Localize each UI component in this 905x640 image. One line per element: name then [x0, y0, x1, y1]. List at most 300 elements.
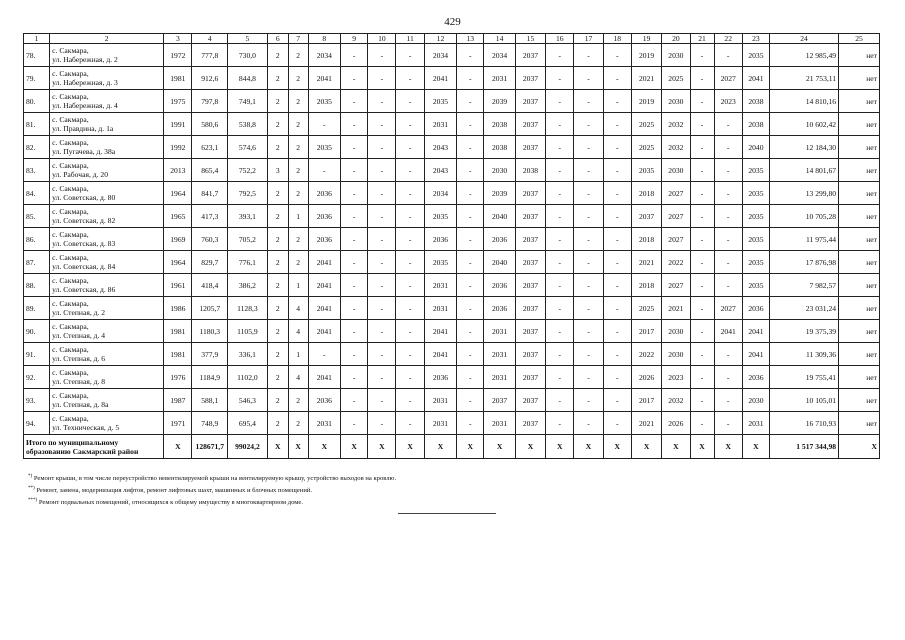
table-cell: 2: [288, 228, 308, 251]
table-cell: -: [368, 44, 396, 67]
table-cell: -: [396, 274, 424, 297]
address-street: ул. Степная, д. 2: [52, 308, 106, 317]
table-cell: 2023: [714, 90, 742, 113]
column-header: 14: [484, 34, 515, 44]
table-cell: 2037: [515, 136, 545, 159]
table-cell: -: [690, 136, 714, 159]
table-cell: -: [368, 297, 396, 320]
table-cell: -: [714, 366, 742, 389]
table-cell: -: [546, 205, 574, 228]
total-label-line: образованию Сакмарский район: [26, 446, 139, 456]
table-cell: 2021: [631, 412, 661, 435]
table-row: [24, 274, 880, 297]
table-cell: нет: [839, 343, 880, 366]
table-cell: -: [396, 343, 424, 366]
table-cell: 1986: [164, 297, 192, 320]
address-street: ул. Набережная, д. 4: [52, 101, 118, 110]
table-cell: -: [603, 297, 631, 320]
table-cell: -: [396, 205, 424, 228]
table-cell: -: [546, 251, 574, 274]
table-cell: X: [164, 435, 192, 459]
table-cell: X: [368, 435, 396, 459]
address-cell: [50, 389, 164, 412]
column-header: 11: [396, 34, 424, 44]
table-row: [24, 182, 880, 205]
table-cell: -: [714, 412, 742, 435]
address-locality: с. Сакмара,: [52, 253, 89, 262]
column-header: 5: [228, 34, 268, 44]
table-row: [24, 67, 880, 90]
table-cell: нет: [839, 205, 880, 228]
table-cell: -: [546, 90, 574, 113]
table-cell: 2035: [742, 274, 769, 297]
table-cell: 2040: [484, 205, 515, 228]
table-cell: 2026: [662, 412, 690, 435]
table-cell: 2041: [714, 320, 742, 343]
table-cell: нет: [839, 182, 880, 205]
table-cell: -: [341, 274, 368, 297]
table-cell: 2: [288, 159, 308, 182]
table-cell: 2035: [742, 251, 769, 274]
address-locality: с. Сакмара,: [52, 92, 89, 101]
table-cell: -: [690, 297, 714, 320]
table-cell: -: [457, 412, 484, 435]
table-cell: 2039: [484, 182, 515, 205]
table-cell: -: [714, 343, 742, 366]
table-cell: -: [457, 182, 484, 205]
table-cell: 2031: [742, 412, 769, 435]
table-cell: 2030: [662, 44, 690, 67]
table-cell: -: [341, 67, 368, 90]
table-cell: 2034: [424, 44, 456, 67]
table-cell: -: [603, 67, 631, 90]
column-header: 3: [164, 34, 192, 44]
column-number-header: [24, 34, 880, 44]
table-cell: -: [341, 412, 368, 435]
address-cell: [50, 412, 164, 435]
table-cell: 2040: [742, 136, 769, 159]
table-cell: 2031: [308, 412, 340, 435]
table-cell: -: [341, 228, 368, 251]
table-cell: 2035: [742, 205, 769, 228]
table-row: [24, 44, 880, 67]
address-cell: [50, 297, 164, 320]
table-cell: 2013: [164, 159, 192, 182]
table-cell: 2035: [742, 182, 769, 205]
column-header: 9: [341, 34, 368, 44]
row-number: 81.: [24, 113, 50, 136]
table-cell: 2038: [742, 113, 769, 136]
address-cell: [50, 44, 164, 67]
table-cell: -: [368, 136, 396, 159]
table-cell: 2027: [662, 205, 690, 228]
table-cell: 2037: [515, 67, 545, 90]
table-cell: -: [574, 159, 603, 182]
repair-schedule-table: [23, 33, 880, 459]
table-cell: -: [690, 90, 714, 113]
table-cell: -: [574, 67, 603, 90]
table-cell: 2036: [484, 274, 515, 297]
table-cell: 2: [267, 182, 288, 205]
address-locality: с. Сакмара,: [52, 115, 89, 124]
address-cell: [50, 113, 164, 136]
table-cell: 2034: [424, 182, 456, 205]
table-cell: -: [714, 228, 742, 251]
table-cell: 2018: [631, 182, 661, 205]
address-cell: [50, 366, 164, 389]
table-row: [24, 412, 880, 435]
table-cell: 4: [288, 297, 308, 320]
address-locality: с. Сакмара,: [52, 322, 89, 331]
table-row: [24, 159, 880, 182]
table-cell: 2: [267, 297, 288, 320]
table-cell: 1105,9: [228, 320, 268, 343]
address-cell: [50, 274, 164, 297]
table-cell: -: [690, 113, 714, 136]
table-cell: -: [341, 251, 368, 274]
table-cell: X: [839, 435, 880, 459]
table-row: [24, 136, 880, 159]
table-cell: 2031: [484, 366, 515, 389]
table-cell: -: [714, 389, 742, 412]
table-row: [24, 90, 880, 113]
column-header: 23: [742, 34, 769, 44]
table-cell: 2025: [662, 67, 690, 90]
table-cell: 546,3: [228, 389, 268, 412]
table-cell: -: [690, 320, 714, 343]
table-cell: 2: [267, 320, 288, 343]
table-cell: 2037: [515, 44, 545, 67]
address-street: ул. Набережная, д. 2: [52, 55, 118, 64]
table-cell: 2032: [662, 136, 690, 159]
table-cell: 128671,7: [192, 435, 228, 459]
table-cell: 2037: [484, 389, 515, 412]
column-header: 17: [574, 34, 603, 44]
table-cell: 2031: [484, 320, 515, 343]
table-cell: -: [714, 274, 742, 297]
table-cell: 4: [288, 320, 308, 343]
table-cell: 2027: [662, 182, 690, 205]
table-cell: 2030: [662, 90, 690, 113]
table-cell: 4: [288, 366, 308, 389]
table-cell: 1981: [164, 67, 192, 90]
footnote: [28, 484, 396, 496]
table-cell: -: [457, 320, 484, 343]
table-cell: -: [308, 113, 340, 136]
table-cell: 2: [267, 136, 288, 159]
table-cell: 2036: [308, 389, 340, 412]
table-row: [24, 251, 880, 274]
table-cell: 2036: [308, 205, 340, 228]
table-cell: -: [574, 366, 603, 389]
table-cell: 2041: [308, 320, 340, 343]
table-cell: 2035: [424, 251, 456, 274]
table-cell: 777,8: [192, 44, 228, 67]
address-locality: с. Сакмара,: [52, 391, 89, 400]
table-cell: 1975: [164, 90, 192, 113]
table-cell: 2022: [662, 251, 690, 274]
table-cell: 623,1: [192, 136, 228, 159]
table-cell: -: [574, 182, 603, 205]
table-cell: 829,7: [192, 251, 228, 274]
address-cell: [50, 228, 164, 251]
table-cell: нет: [839, 90, 880, 113]
table-cell: X: [308, 435, 340, 459]
table-cell: 2038: [484, 113, 515, 136]
table-cell: нет: [839, 366, 880, 389]
table-cell: 10 602,42: [770, 113, 839, 136]
address-locality: с. Сакмара,: [52, 207, 89, 216]
table-cell: 2: [267, 274, 288, 297]
table-cell: 2: [267, 343, 288, 366]
table-cell: 2: [288, 44, 308, 67]
table-cell: -: [341, 205, 368, 228]
table-cell: -: [690, 343, 714, 366]
table-cell: 2030: [484, 159, 515, 182]
table-cell: -: [546, 44, 574, 67]
table-cell: 2022: [631, 343, 661, 366]
table-cell: 2018: [631, 228, 661, 251]
table-cell: -: [546, 274, 574, 297]
table-cell: 2: [288, 251, 308, 274]
table-cell: -: [603, 274, 631, 297]
table-cell: 16 710,93: [770, 412, 839, 435]
table-row: [24, 320, 880, 343]
table-cell: -: [603, 251, 631, 274]
table-cell: 1972: [164, 44, 192, 67]
table-cell: -: [603, 389, 631, 412]
table-cell: 2035: [424, 205, 456, 228]
table-cell: X: [515, 435, 545, 459]
table-cell: X: [457, 435, 484, 459]
table-cell: 1: [288, 205, 308, 228]
column-header: 7: [288, 34, 308, 44]
table-cell: нет: [839, 44, 880, 67]
table-cell: 1961: [164, 274, 192, 297]
table-cell: 2021: [631, 251, 661, 274]
table-cell: 2035: [308, 90, 340, 113]
table-cell: -: [690, 366, 714, 389]
table-cell: X: [714, 435, 742, 459]
table-cell: 730,0: [228, 44, 268, 67]
table-cell: 17 876,98: [770, 251, 839, 274]
table-cell: 2: [267, 228, 288, 251]
address-street: ул. Советская, д. 82: [52, 216, 116, 225]
table-cell: 912,6: [192, 67, 228, 90]
footnote-mark: *): [28, 474, 33, 479]
table-cell: нет: [839, 67, 880, 90]
table-row: [24, 228, 880, 251]
table-cell: X: [396, 435, 424, 459]
table-cell: -: [574, 297, 603, 320]
table-cell: нет: [839, 274, 880, 297]
table-cell: 393,1: [228, 205, 268, 228]
table-cell: 2037: [515, 205, 545, 228]
table-cell: 377,9: [192, 343, 228, 366]
table-cell: -: [574, 389, 603, 412]
table-cell: -: [574, 251, 603, 274]
row-number: 79.: [24, 67, 50, 90]
address-locality: с. Сакмара,: [52, 230, 89, 239]
table-cell: -: [368, 90, 396, 113]
address-street: ул. Степная, д. 8: [52, 377, 106, 386]
table-cell: нет: [839, 320, 880, 343]
table-cell: 2031: [424, 113, 456, 136]
table-cell: 844,8: [228, 67, 268, 90]
table-cell: -: [368, 343, 396, 366]
table-cell: -: [603, 90, 631, 113]
address-street: ул. Советская, д. 83: [52, 239, 116, 248]
table-cell: 705,2: [228, 228, 268, 251]
table-cell: -: [396, 320, 424, 343]
table-cell: -: [546, 320, 574, 343]
table-cell: -: [396, 136, 424, 159]
footnote: [28, 496, 396, 508]
table-cell: 2043: [424, 136, 456, 159]
table-cell: X: [742, 435, 769, 459]
row-number: 82.: [24, 136, 50, 159]
table-cell: 10 105,01: [770, 389, 839, 412]
table-cell: 2035: [424, 90, 456, 113]
row-number: 89.: [24, 297, 50, 320]
table-cell: -: [690, 228, 714, 251]
column-header: 22: [714, 34, 742, 44]
column-header: 20: [662, 34, 690, 44]
table-cell: 14 801,67: [770, 159, 839, 182]
table-cell: 1964: [164, 182, 192, 205]
table-cell: -: [603, 113, 631, 136]
table-cell: -: [690, 251, 714, 274]
table-cell: -: [457, 113, 484, 136]
table-cell: -: [368, 205, 396, 228]
column-header: 2: [50, 34, 164, 44]
table-cell: 2: [267, 205, 288, 228]
table-cell: 2041: [308, 251, 340, 274]
row-number: 84.: [24, 182, 50, 205]
table-cell: -: [574, 44, 603, 67]
address-street: ул. Степная, д. 6: [52, 354, 106, 363]
table-cell: -: [574, 205, 603, 228]
table-cell: 580,6: [192, 113, 228, 136]
table-cell: 1205,7: [192, 297, 228, 320]
table-cell: 2037: [515, 251, 545, 274]
table-cell: -: [368, 182, 396, 205]
table-cell: 1976: [164, 366, 192, 389]
table-cell: -: [714, 113, 742, 136]
table-cell: -: [341, 136, 368, 159]
table-cell: 2037: [631, 205, 661, 228]
table-cell: X: [662, 435, 690, 459]
table-cell: 776,1: [228, 251, 268, 274]
column-header: 25: [839, 34, 880, 44]
table-cell: 2038: [515, 159, 545, 182]
table-cell: 2: [288, 389, 308, 412]
column-header: 24: [770, 34, 839, 44]
table-cell: 1102,0: [228, 366, 268, 389]
table-cell: -: [368, 320, 396, 343]
table-cell: 3: [267, 159, 288, 182]
table-cell: -: [690, 274, 714, 297]
table-cell: 2037: [515, 90, 545, 113]
column-header: 4: [192, 34, 228, 44]
column-header: 1: [24, 34, 50, 44]
table-cell: 11 975,44: [770, 228, 839, 251]
row-number: 85.: [24, 205, 50, 228]
footnote-mark: ***): [28, 498, 38, 504]
table-cell: 2043: [424, 159, 456, 182]
table-cell: -: [341, 366, 368, 389]
table-cell: -: [457, 366, 484, 389]
address-street: ул. Советская, д. 84: [52, 262, 116, 271]
address-locality: с. Сакмара,: [52, 161, 89, 170]
table-cell: -: [341, 389, 368, 412]
table-cell: X: [484, 435, 515, 459]
table-cell: 2027: [714, 67, 742, 90]
table-row: [24, 366, 880, 389]
table-cell: 760,3: [192, 228, 228, 251]
address-cell: [50, 182, 164, 205]
table-cell: -: [341, 90, 368, 113]
table-cell: -: [690, 389, 714, 412]
table-cell: 19 375,39: [770, 320, 839, 343]
table-cell: 2034: [484, 44, 515, 67]
table-cell: нет: [839, 159, 880, 182]
table-cell: -: [396, 90, 424, 113]
table-cell: 1128,3: [228, 297, 268, 320]
table-cell: -: [603, 136, 631, 159]
table-cell: 2034: [308, 44, 340, 67]
table-cell: 2025: [631, 297, 661, 320]
address-cell: [50, 90, 164, 113]
table-cell: -: [690, 67, 714, 90]
table-cell: 2041: [742, 343, 769, 366]
table-cell: 2036: [308, 182, 340, 205]
row-number: 78.: [24, 44, 50, 67]
table-cell: -: [690, 159, 714, 182]
table-cell: 2: [288, 113, 308, 136]
table-cell: X: [574, 435, 603, 459]
table-cell: -: [603, 343, 631, 366]
table-cell: 2037: [515, 412, 545, 435]
address-street: ул. Советская, д. 80: [52, 193, 116, 202]
table-cell: 2017: [631, 389, 661, 412]
table-cell: 2025: [631, 113, 661, 136]
table-cell: 12 985,49: [770, 44, 839, 67]
table-cell: 2037: [515, 320, 545, 343]
address-street: ул. Советская, д. 86: [52, 285, 116, 294]
table-cell: 2036: [484, 297, 515, 320]
table-cell: 2035: [742, 44, 769, 67]
table-cell: -: [457, 297, 484, 320]
table-cell: -: [603, 412, 631, 435]
table-cell: 2030: [742, 389, 769, 412]
table-cell: 11 309,36: [770, 343, 839, 366]
column-header: 21: [690, 34, 714, 44]
table-cell: -: [574, 113, 603, 136]
table-cell: 1969: [164, 228, 192, 251]
address-locality: с. Сакмара,: [52, 276, 89, 285]
table-cell: -: [546, 159, 574, 182]
table-cell: -: [368, 389, 396, 412]
table-cell: 2032: [662, 113, 690, 136]
table-cell: -: [574, 274, 603, 297]
table-cell: нет: [839, 251, 880, 274]
table-cell: -: [546, 113, 574, 136]
table-cell: 2025: [631, 136, 661, 159]
table-cell: -: [396, 389, 424, 412]
table-cell: X: [288, 435, 308, 459]
table-cell: -: [546, 343, 574, 366]
